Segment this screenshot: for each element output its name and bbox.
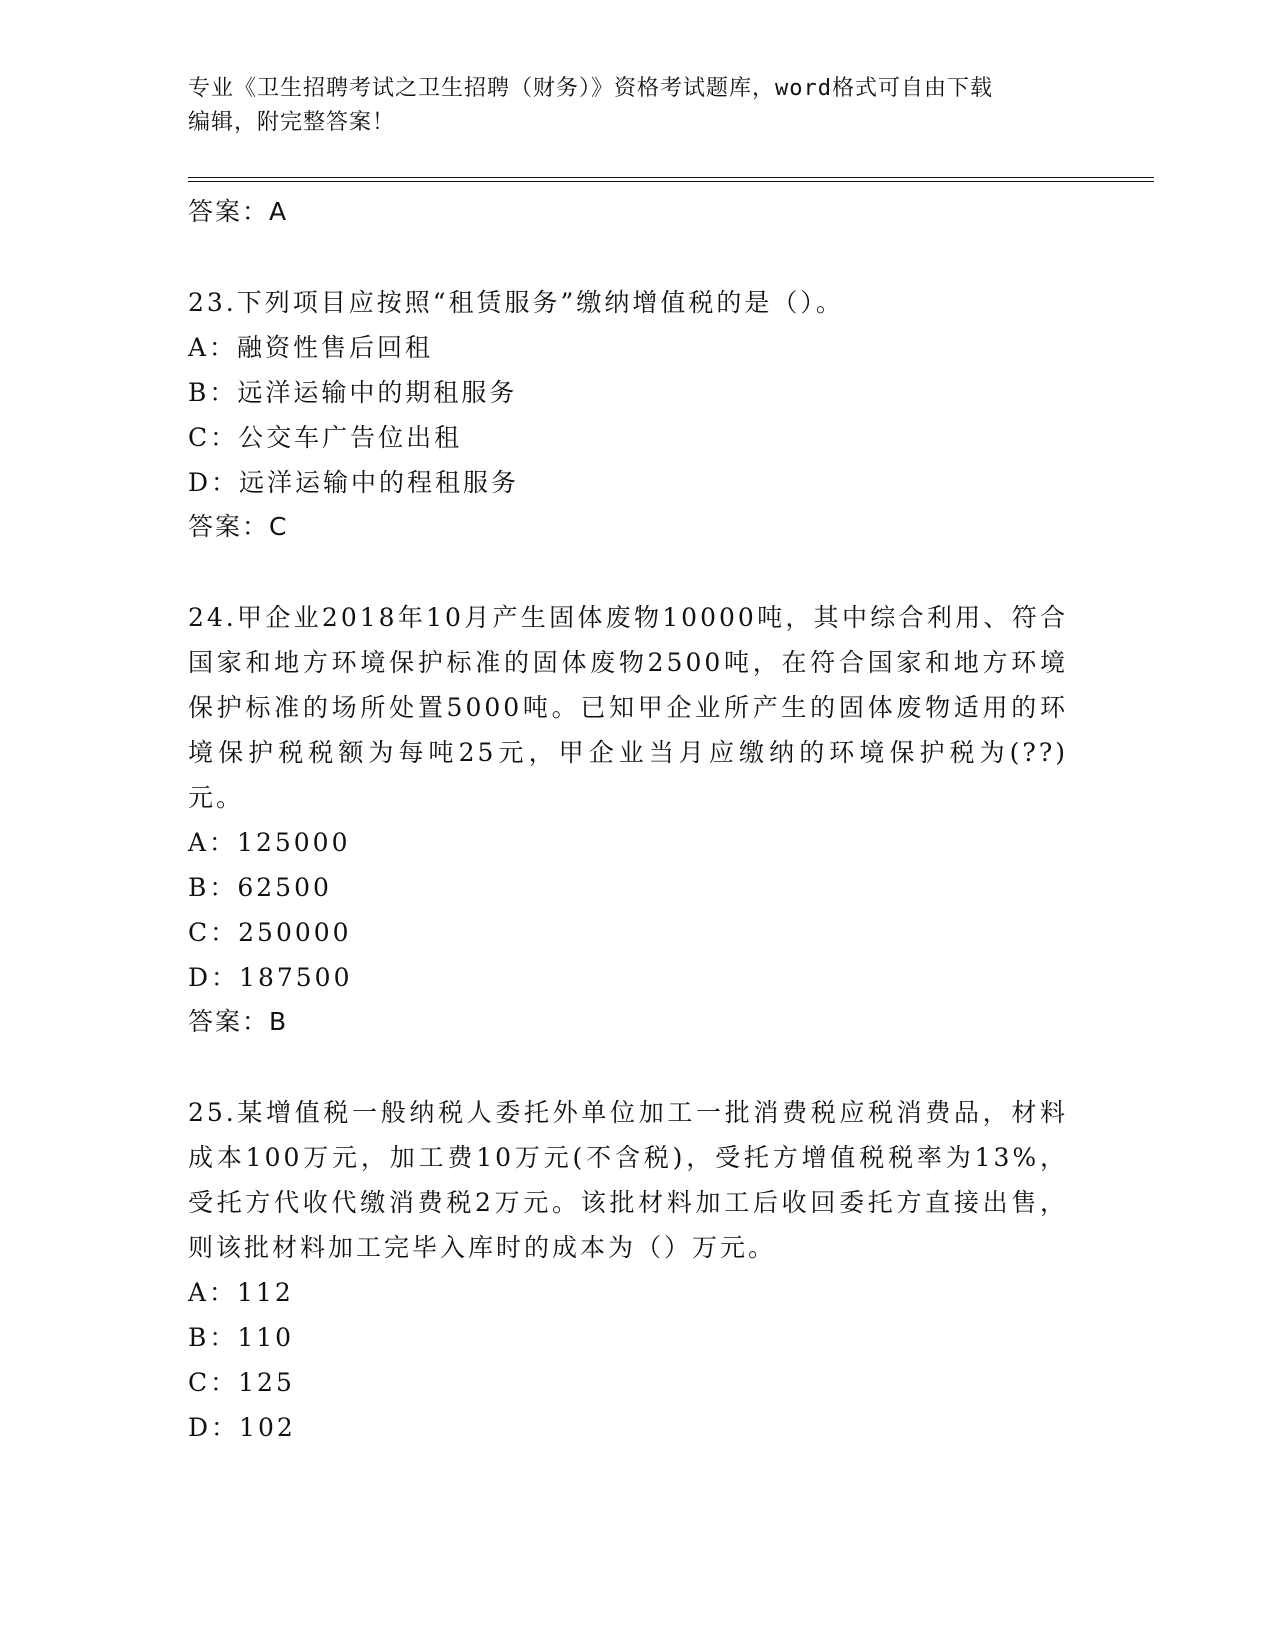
option-c: C：125 bbox=[188, 1368, 295, 1397]
option-b: B：62500 bbox=[188, 873, 332, 902]
question-stem: 25.某增值税一般纳税人委托外单位加工一批消费税应税消费品，材料成本100万元，加工费10万元(不含税)，受托方增值税税率为13%，受托方代收代缴消费税2万元。该批材料加工后收回委托方直接出售，则该批材料加工完毕入库时的成本为（）万元。 bbox=[188, 1098, 1068, 1262]
answer-line: 答案：C bbox=[188, 512, 289, 541]
answer-line: 答案：B bbox=[188, 1007, 289, 1036]
header-divider bbox=[188, 177, 1154, 178]
document-header bbox=[188, 72, 1068, 140]
option-b: B：110 bbox=[188, 1323, 295, 1352]
header-line-1: 专业《卫生招聘考试之卫生招聘（财务）》资格考试题库，word格式可自由下载 bbox=[188, 76, 993, 101]
header-line-2: 编辑，附完整答案！ bbox=[188, 110, 396, 135]
question-24 bbox=[188, 595, 1068, 1044]
question-25 bbox=[188, 1090, 1068, 1450]
option-d: D：远洋运输中的程租服务 bbox=[188, 468, 520, 497]
option-a: A：融资性售后回租 bbox=[188, 333, 434, 362]
question-stem: 23.下列项目应按照“租赁服务”缴纳增值税的是（）。 bbox=[188, 288, 844, 317]
question-23 bbox=[188, 280, 1068, 549]
option-a: A：125000 bbox=[188, 828, 351, 857]
option-c: C：250000 bbox=[188, 918, 352, 947]
answer-line: 答案：A bbox=[188, 197, 289, 226]
option-d: D：187500 bbox=[188, 963, 353, 992]
option-c: C：公交车广告位出租 bbox=[188, 423, 463, 452]
option-a: A：112 bbox=[188, 1278, 294, 1307]
document-body bbox=[188, 190, 1068, 1450]
header-divider-secondary bbox=[188, 181, 1154, 182]
option-d: D：102 bbox=[188, 1413, 296, 1442]
option-b: B：远洋运输中的期租服务 bbox=[188, 378, 518, 407]
question-stem: 24.甲企业2018年10月产生固体废物10000吨，其中综合利用、符合国家和地方环境保护标准的固体废物2500吨，在符合国家和地方环境保护标准的场所处置5000吨。已知甲企业所产生的固体废物适用的环境保护税税额为每吨25元，甲企业当月应缴纳的环境保护税为(??)元。 bbox=[188, 603, 1068, 812]
